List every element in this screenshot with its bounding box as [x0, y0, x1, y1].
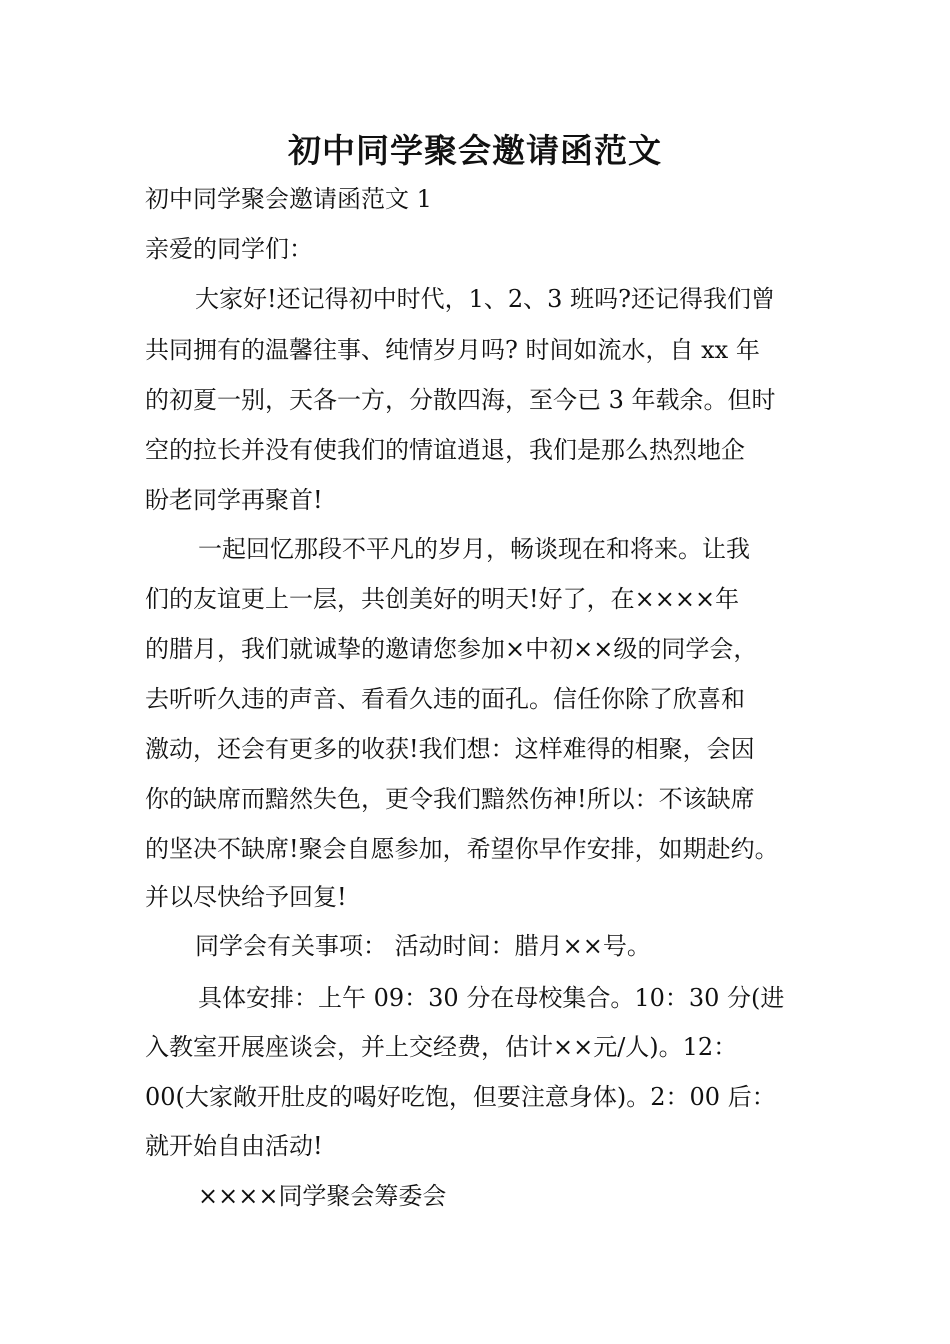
paragraph1-line: 的初夏一别，天各一方，分散四海，至今已 3 年载余。但时 [145, 386, 776, 414]
paragraph2-line: 的腊月，我们就诚挚的邀请您参加×中初××级的同学会， [145, 635, 758, 663]
signature: ××××同学聚会筹委会 [198, 1182, 447, 1210]
event-time-line: 同学会有关事项： 活动时间：腊月××号。 [195, 932, 651, 960]
greeting: 亲爱的同学们： [145, 235, 313, 263]
paragraph2-line: 激动，还会有更多的收获!我们想：这样难得的相聚，会因 [145, 735, 755, 763]
paragraph2-line: 并以尽快给予回复! [145, 883, 347, 911]
paragraph4-line: 就开始自由活动! [145, 1132, 323, 1160]
document-title: 初中同学聚会邀请函范文 [288, 131, 662, 170]
paragraph2-line: 的坚决不缺席!聚会自愿参加，希望你早作安排，如期赴约。 [145, 835, 779, 863]
document-subtitle: 初中同学聚会邀请函范文 1 [145, 185, 432, 213]
paragraph2-line: 们的友谊更上一层，共创美好的明天!好了，在××××年 [145, 585, 740, 613]
paragraph1-line: 大家好!还记得初中时代，1、2、3 班吗?还记得我们曾 [195, 285, 775, 313]
paragraph2-line: 一起回忆那段不平凡的岁月，畅谈现在和将来。让我 [198, 535, 750, 563]
paragraph4-line: 入教室开展座谈会，并上交经费，估计××元/人)。12： [145, 1033, 738, 1061]
paragraph2-line: 去听听久违的声音、看看久违的面孔。信任你除了欣喜和 [145, 685, 745, 713]
paragraph4-line: 具体安排：上午 09：30 分在母校集合。10：30 分(进 [198, 984, 785, 1012]
paragraph2-line: 你的缺席而黯然失色，更令我们黯然伤神!所以：不该缺席 [145, 785, 755, 813]
paragraph4-line: 00(大家敞开肚皮的喝好吃饱，但要注意身体)。2：00 后： [145, 1083, 776, 1111]
paragraph1-line: 共同拥有的温馨往事、纯情岁月吗? 时间如流水，自 xx 年 [145, 336, 760, 364]
paragraph1-line: 盼老同学再聚首! [145, 486, 323, 514]
paragraph1-line: 空的拉长并没有使我们的情谊逍退，我们是那么热烈地企 [145, 436, 745, 464]
